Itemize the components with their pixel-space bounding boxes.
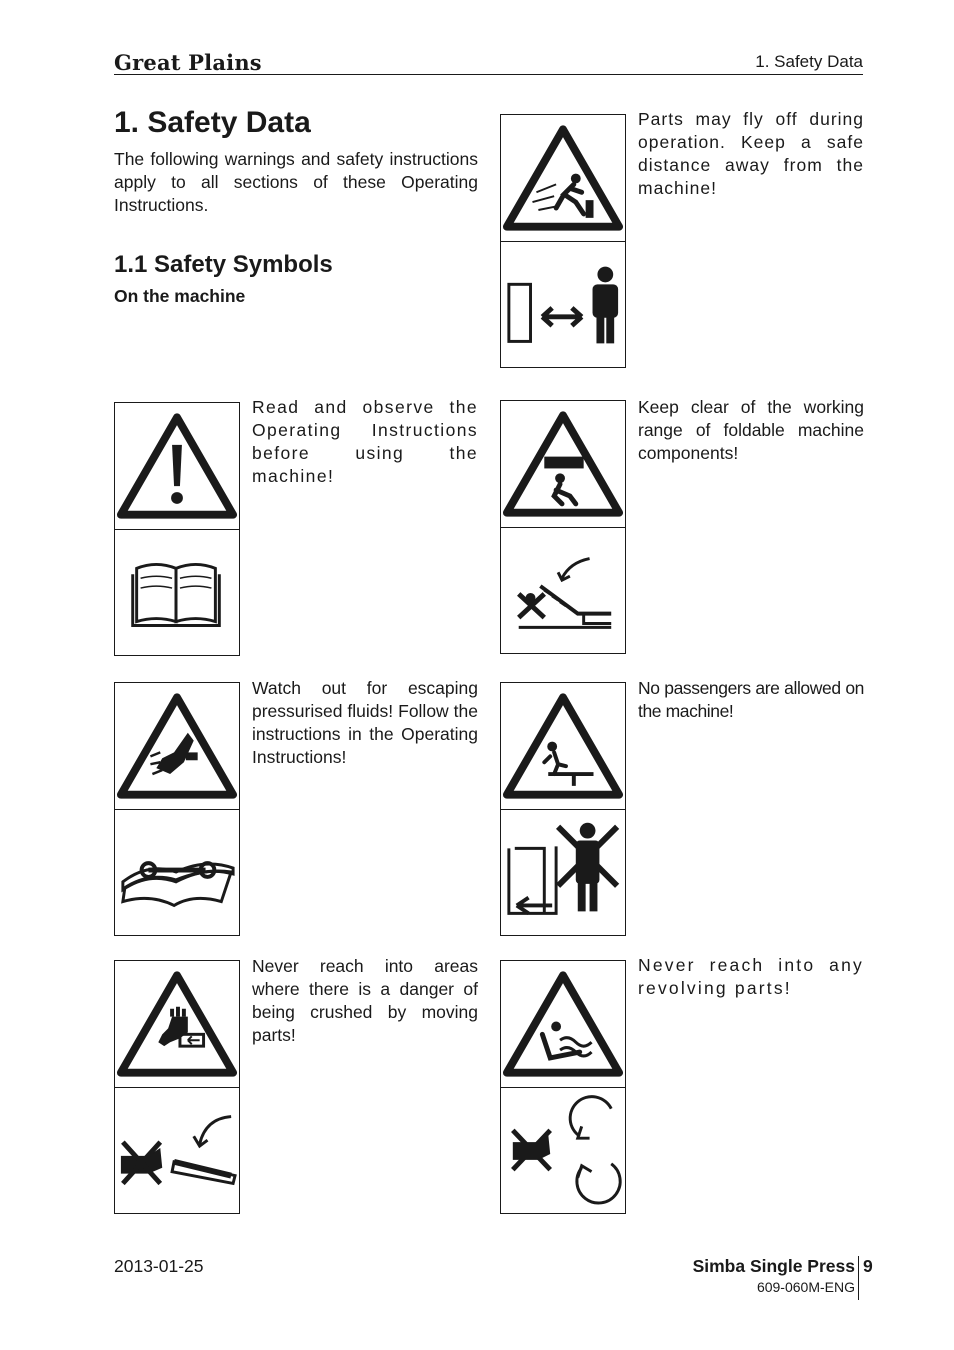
keep-distance-icon [501,242,625,367]
header-rule [114,74,863,75]
safety-symbol-hand-crush [114,960,240,1214]
symbol-text-flying-parts: Parts may fly off during operation. Keep a safe distance away from the machine! [638,109,864,198]
symbol-text-revolving: Never reach into any revolving parts! [638,955,864,998]
page-title: 1. Safety Data [114,106,311,139]
flying-parts-warning-icon [501,115,625,242]
subsection-heading: On the machine [114,286,246,306]
service-manual-icon [115,810,239,935]
general-warning-icon [115,403,239,530]
footer-divider [858,1256,859,1300]
safety-symbol-no-passengers [500,682,626,936]
folding-range-icon [501,528,625,653]
footer-date: 2013-01-25 [114,1256,204,1276]
symbol-text-read-manual: Read and observe the Operating Instructions before using the machine! [252,397,478,486]
footer-product-title: Simba Single Press [692,1256,855,1276]
page-number: 9 [863,1256,873,1276]
no-passengers-icon [501,810,625,935]
safety-symbol-flying-parts [500,114,626,368]
intro-paragraph: The following warnings and safety instructions apply to all sections of these Operating Instructions. [114,149,478,215]
falling-person-warning-icon [501,683,625,810]
no-reach-rotating-icon [501,1088,625,1213]
no-reach-crush-icon [115,1088,239,1213]
safety-symbol-pressurised-fluid [114,682,240,936]
brand-logo: Great Plains [114,50,262,75]
safety-symbol-folding [500,400,626,654]
rotating-parts-warning-icon [501,961,625,1088]
running-header: 1. Safety Data [755,52,863,71]
symbol-text-no-passengers: No passengers are allowed on the machine! [638,678,864,721]
hand-crush-warning-icon [115,961,239,1088]
symbol-text-pressurised-fluid: Watch out for escaping pressurised fluids! Follow the instructions in the Operating Instructions! [252,678,478,767]
section-heading: 1.1 Safety Symbols [114,251,333,278]
symbol-text-folding: Keep clear of the working range of foldable machine components! [638,397,864,463]
operating-manual-icon [115,530,239,655]
safety-symbol-read-manual [114,402,240,656]
symbol-text-hand-crush: Never reach into areas where there is a danger of being crushed by moving parts! [252,956,478,1045]
pressurised-fluid-warning-icon [115,683,239,810]
footer-doc-number: 609-060M-ENG [756,1279,855,1295]
safety-symbol-revolving [500,960,626,1214]
folding-crush-warning-icon [501,401,625,528]
